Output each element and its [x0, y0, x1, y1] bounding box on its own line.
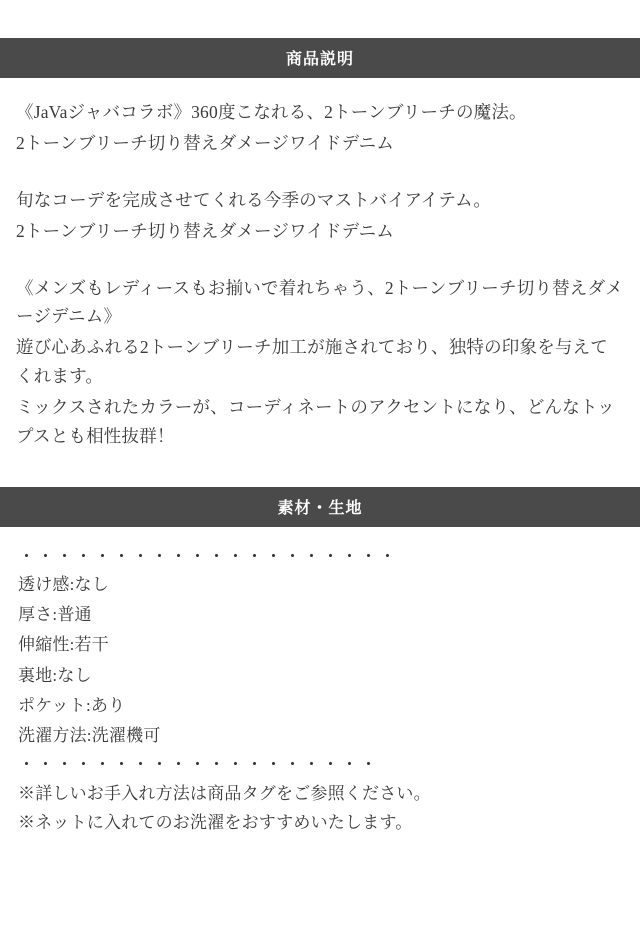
- spec-item: 厚さ:普通: [18, 605, 92, 625]
- material-body: [0, 527, 640, 838]
- description-paragraph: ミックスされたカラーが、コーディネートのアクセントになり、どんなトップスとも相性抜群！: [16, 397, 615, 446]
- divider-dots-bottom: ・・・・・・・・・・・・・・・・・・・: [18, 755, 379, 775]
- spec-item: 裏地:なし: [18, 665, 92, 685]
- spec-item: 洗濯方法:洗濯機可: [18, 726, 161, 746]
- description-body: [0, 78, 640, 451]
- section-header-description: 商品説明: [0, 38, 640, 78]
- spec-item: 伸縮性:若干: [18, 635, 109, 655]
- paragraph-gap: [16, 246, 624, 274]
- divider-dots-top: ・・・・・・・・・・・・・・・・・・・・: [18, 546, 398, 566]
- description-paragraph: 遊び心あふれる2トーンブリーチ加工が施されており、独特の印象を与えてくれます。: [16, 337, 608, 387]
- spec-item: ポケット:あり: [18, 695, 126, 715]
- description-paragraph: 《メンズもレディースもお揃いで着れちゃう、2トーンブリーチ切り替えダメージデニム》: [16, 277, 623, 327]
- paragraph-gap: [16, 158, 624, 186]
- spec-item: 透け感:なし: [18, 574, 109, 594]
- description-paragraph: 2トーンブリーチ切り替えダメージワイドデニム: [16, 220, 395, 241]
- top-spacer: [0, 0, 640, 38]
- care-note: ※ネットに入れてのお洗濯をおすすめいたします。: [18, 813, 413, 833]
- care-note: ※詳しいお手入れ方法は商品タグをご参照ください。: [18, 783, 431, 803]
- description-paragraph: 旬なコーデを完成させてくれる今季のマストバイアイテム。: [16, 189, 492, 210]
- section-gap: [0, 451, 640, 487]
- section-header-material: 素材・生地: [0, 487, 640, 527]
- description-paragraph: 《JaVaジャバコラボ》360度こなれる、2トーンブリーチの魔法。: [16, 102, 527, 122]
- description-paragraph: 2トーンブリーチ切り替えダメージワイドデニム: [16, 132, 395, 153]
